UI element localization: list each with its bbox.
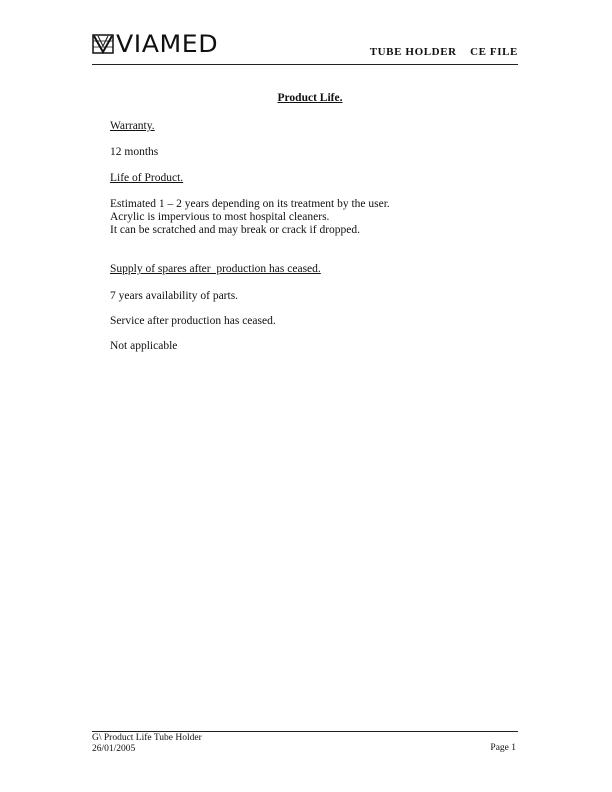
spares-heading: Supply of spares after production has ceased. [110,263,321,275]
footer-info [92,733,202,754]
footer-date: 26/01/2005 [92,743,136,754]
life-line: Acrylic is impervious to most hospital cleaners. [110,211,330,223]
viamed-logo [92,30,219,58]
header-divider [92,64,518,65]
life-line: It can be scratched and may break or crack if dropped. [110,224,361,236]
life-heading: Life of Product. [110,172,184,184]
spares-text: 7 years availability of parts. [110,290,239,302]
service-heading: Service after production has ceased. [110,315,276,327]
footer-divider [92,731,518,732]
footer-path: G\ Product Life Tube Holder [92,733,202,743]
document-title: Product Life. [277,92,343,104]
logo-mark-icon [92,33,114,55]
page-header [92,30,518,66]
warranty-heading: Warranty. [110,120,155,132]
life-line: Estimated 1 – 2 years depending on its treatment by the user. [110,198,390,210]
warranty-text: 12 months [110,146,159,158]
page-number: Page 1 [490,743,516,753]
logo-text: VIAMED [116,30,219,58]
service-text: Not applicable [110,340,178,352]
header-title: TUBE HOLDER CE FILE [369,46,518,58]
